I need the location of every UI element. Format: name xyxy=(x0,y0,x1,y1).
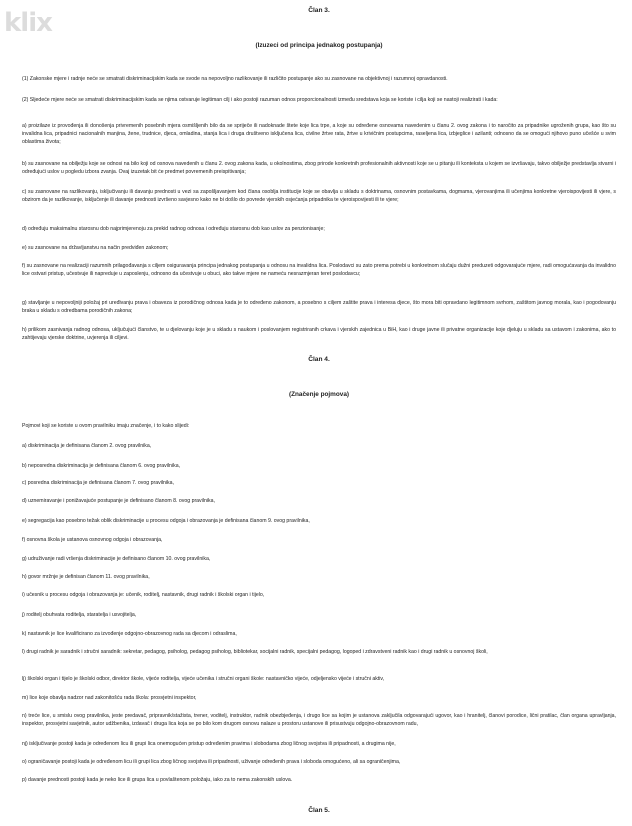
article-4-title: Član 4. xyxy=(308,356,330,363)
list-item: i) učesnik u procesu odgoja i obrazovanja je: učenik, roditelj, nastavnik, drugi radnik i školski organ i tijelo, xyxy=(22,592,265,598)
list-item: p) davanje prednosti postoji kada je neko lice ili grupa lica u povlaštenom položaju, iako za to nema zakonskih uslova. xyxy=(22,777,293,783)
list-item: f) osnovna škola je ustanova osnovnog odgoja i obrazovanja, xyxy=(22,537,163,543)
article-5-title: Član 5. xyxy=(308,807,330,814)
list-item: e) segregacija kao posebno težak oblik diskriminacije u procesu odgoja i obrazovanja je definisana članom 9. ovog pravilnika, xyxy=(22,518,310,524)
article-3-title: Član 3. xyxy=(308,7,330,14)
list-item: n) treće lice, u smislu ovog pravilnika, jeste predavač, pripravnik/stažista, trener, voditelj, instruktor, radnik obezbjeđenja, i drugo lice sa kojim je ustanova zaključila odgovarajući ugovor, kao i hranitelj, članovi porodice, lični pratilac, član organa upravljanja, inspektor, prosvjetni savjetnik, autor udžbenika, izdavač i druga lica koja se po bilo kom drugom osnovu nalaze u prostoru ustanove ili prisustvuju odgojno-obrazovnom radu, xyxy=(22,713,616,727)
list-item: g) udruživanje radi vršenja diskriminacije je definisano članom 10. ovog pravilnika, xyxy=(22,556,211,562)
paragraph: e) su zasnovane na državljanstvu na način predviđen zakonom; xyxy=(22,245,169,251)
list-item: lj) školski organ i tijelo je školski odbor, direktor škole, vijeće roditelja, vijeće učenika i stručni organi škole: nastavničko vijeće, odjeljensko vijeće i stručni aktiv, xyxy=(22,676,385,682)
list-item: b) neposredna diskriminacija je definisana članom 6. ovog pravilnika, xyxy=(22,463,181,469)
list-item: c) posredna diskriminacija je definisana članom 7. ovog pravilnika, xyxy=(22,480,174,486)
article-4-subtitle: (Značenje pojmova) xyxy=(288,391,349,398)
paragraph: b) su zasnovane na obilježju koje se odnosi na bilo koji od osnova navedenih u članu 2. ovog zakona kada, u okolnostima, zbog prirode konkretnih profesionalnih aktivnosti koje se u pitanju ili konteksta u kojem se izvršavaju, takvo obilježje predstavlja stvarni i određujući uslov u pogledu izbora zvanja. Ovaj izuzetak bit će predmet povremenih preispitivanja; xyxy=(22,161,616,175)
paragraph: (1) Zakonske mjere i radnje neće se smatrati diskriminacijskim kada se svode na nepovoljno razlikovanje ili različito postupanje ako su zasnovane na objektivnoj i razumnoj opravdanosti. xyxy=(22,76,448,82)
list-item: j) roditelj obuhvata roditelja, staratelja i usvojitelja, xyxy=(22,612,137,618)
list-item: l) drugi radnik je saradnik i stručni saradnik: sekretar, pedagog, psiholog, pedagog psiholog, bibliotekar, socijalni radnik, specijalni pedagog, logoped i zdravstveni radnik kao i drugi radnik u osnovnoj školi, xyxy=(22,649,488,655)
list-item: m) lice koje obavlja nadzor nad zakonitošću rada škola: prosvjetni inspektor, xyxy=(22,695,197,701)
paragraph: d) određuju maksimalnu starosnu dob najprimjerenoju za prekid radnog odnosa i određuju starosnu dob kao uslov za penzionisanje; xyxy=(22,226,325,232)
list-item: k) nastavnik je lice kvalificirano za izvođenje odgojno-obrazovnog rada sa djecom i odraslima, xyxy=(22,631,237,637)
klix-logo: klix xyxy=(4,8,52,38)
list-item: a) diskriminacija je definisana članom 2. ovog pravilnika, xyxy=(22,443,152,449)
paragraph: c) su zasnovane na razlikovanju, isključivanju ili davanju prednosti u vezi sa zapošljavanjem kod člana osoblja institucije koje se obavlja u skladu s doktrinama, osnovnim postavkama, dogmama, vjerovanjima ili učenjima konkretne vjeroispovijesti ili vjere, s obzirom da je razlikovanje, isključenje ili davanje prednosti izvršeno savjesno kako ne bi došlo do povrede vjerskih osjećanja pripadnika te vjeroispovijesti ili te vjere; xyxy=(22,189,616,203)
list-item: o) ograničavanje postoji kada je određenom licu ili grupi lica zbog ličnog svojstva ili pripadnosti, uživanje određenih prava i sloboda omogućeno, ali sa ograničenjima, xyxy=(22,759,401,765)
paragraph: (2) Sljedeće mjere neće se smatrati diskriminacijskim kada se njima ostvaruje legitiman cilj i ako postoji razuman odnos proporcionalnosti između sredstava koja se koriste i cilja koji se nastoji realizirati i kada: xyxy=(22,97,498,103)
list-item: h) govor mržnje je definisan članom 11. ovog pravilnika, xyxy=(22,574,150,580)
list-item: nj) isključivanje postoji kada je određenom licu ili grupi lica onemogućen pristup određenim pravima i slobodama zbog ličnog svojstva ili pripadnosti, a drugima nije, xyxy=(22,741,396,747)
paragraph: h) prilikom zasnivanja radnog odnosa, uključujući članstvo, te u djelovanju koje je u skladu s naukom i poslovanjem registriranih crkava i vjerskih zajednica u BiH, kao i druge javne ili privatne organizacije koje djeluju u skladu sa ustavom i zakonima, ako to zahtijevaju vjerske doktrine, uvjerenja ili ciljevi. xyxy=(22,327,616,341)
paragraph: Pojmovi koji se koriste u ovom pravilniku imaju značenje, i to kako slijedi: xyxy=(22,423,190,429)
paragraph: f) su zasnovane na realizaciji razumnih prilagođavanja s ciljem osiguravanja principa jednakog postupanja u odnosu na invalidna lica. Poslodavci su zato prema potrebi u konkretnom slučaju dužni preduzeti odgovarajuće mjere, radi omogućavanja da invalidno lice ostvari pristup, učestvuje ili napreduje u zaposlenju, odnosno da učestvuje u obuci, ako takve mjere ne nameću nesrazmjeran teret poslodavcu; xyxy=(22,263,616,277)
paragraph: a) proizilaze iz provođenja ili donošenja privremenih posebnih mjera osmišljenih bilo da se spriječe ili nadoknade štete koje lica trpe, a koje su određene osnovama navedenim u članu 2. ovog zakona i to naročito za pripadnike ugroženih grupa, kao što su invalidna lica, pripadnici nacionalnih manjina, žene, trudnice, djeca, omladina, stanja lica i druga društveno isključena lica, civilne žrtve rata, žrtve u krivičnim postupcima, raseljena lica, izbjeglice i azilanti; odnosno da se omogući njihovo puno učešće u svim oblastima života; xyxy=(22,123,616,145)
paragraph: g) stavljanje u nepovoljniji položaj pri uređivanju prava i obaveza iz porodičnog odnosa kada je to određeno zakonom, a posebno s ciljem zaštite prava i interesa djece, što mora biti opravdano legitimnom svrhom, zaštitom javnog morala, kao i pogodovanju braka u skladu s odredbama porodičnih zakona; xyxy=(22,300,616,314)
list-item: d) uznemiravanje i ponižavajuće postupanje je definisano članom 8. ovog pravilnika, xyxy=(22,498,215,504)
article-3-subtitle: (Izuzeci od principa jednakog postupanja) xyxy=(255,42,383,49)
